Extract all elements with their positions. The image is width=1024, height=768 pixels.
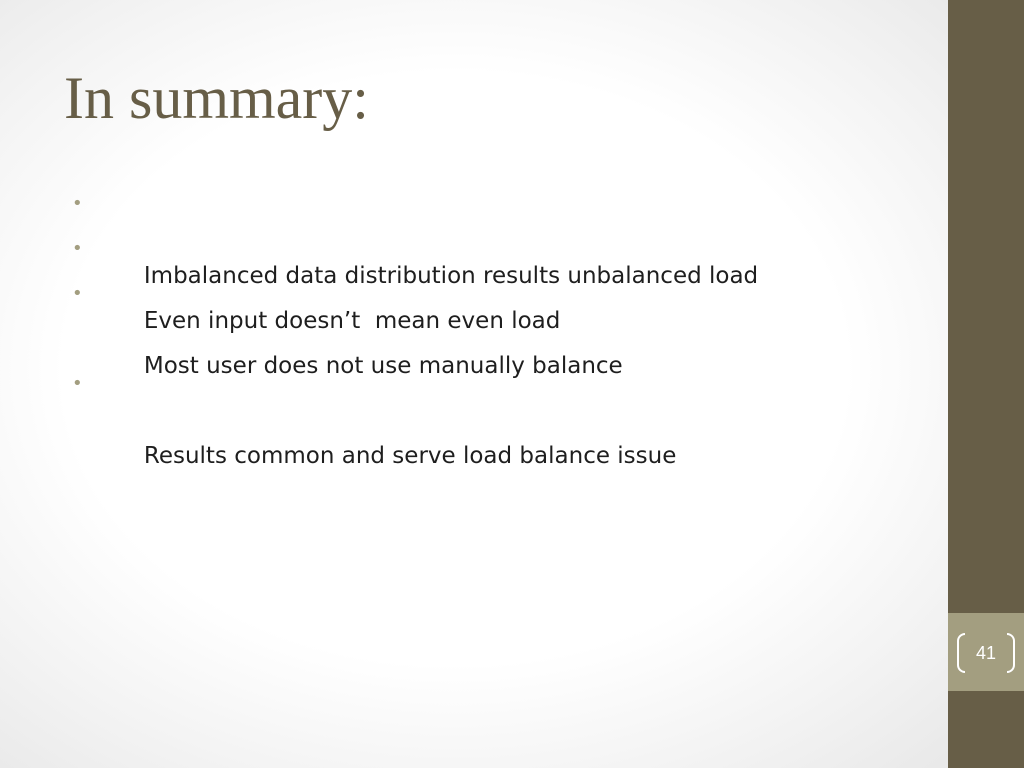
bullet-dot-icon: • <box>72 373 83 394</box>
bullet-list <box>72 186 759 469</box>
slide-title: In summary: <box>64 65 369 131</box>
right-bracket-icon <box>1007 633 1015 673</box>
bullet-dot-icon: • <box>72 283 83 304</box>
page-number: 41 <box>975 643 997 663</box>
bullet-item <box>72 186 759 289</box>
bullet-dot-icon: • <box>72 238 83 259</box>
bullet-text: Even input doesn’t mean even load <box>143 308 561 334</box>
bullet-text: Most user does not use manually balance <box>143 353 623 379</box>
bullet-item <box>72 276 758 379</box>
page-number-box <box>948 613 1024 691</box>
bullet-text: Results common and serve load balance issue <box>143 443 677 469</box>
bullet-item <box>72 366 758 469</box>
bullet-dot-icon: • <box>72 193 83 214</box>
bullet-text: Imbalanced data distribution results unbalanced load <box>143 263 759 289</box>
